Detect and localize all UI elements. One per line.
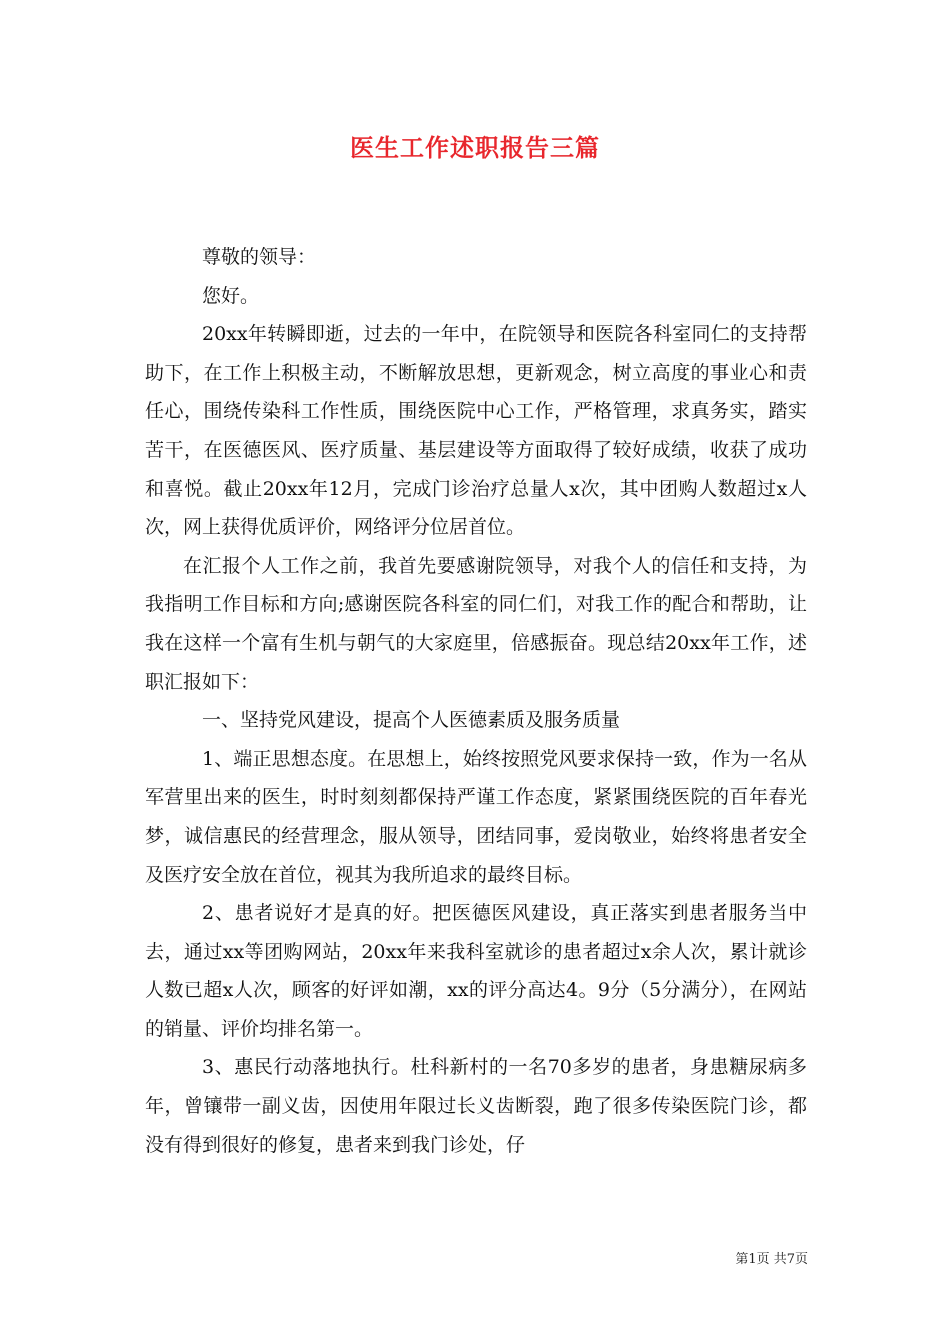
paragraph-intro: 20xx年转瞬即逝，过去的一年中，在院领导和医院各科室同仁的支持帮助下，在工作上积极主动，不断解放思想，更新观念，树立高度的事业心和责任心，围绕传染科工作性质，围绕医院中心工作，严格管理，求真务实，踏实苦干，在医德医风、医疗质量、基层建设等方面取得了较好成绩，收获了成功和喜悦。截止20xx年12月，完成门诊治疗总量人x次，其中团购人数超过x人次，网上获得优质评价，网络评分位居首位。: [145, 323, 807, 539]
page-number: 第1页 共7页: [735, 1252, 808, 1267]
salutation: 尊敬的领导：: [202, 246, 317, 268]
greeting: 您好。: [202, 284, 260, 307]
section-heading-1: 一、坚持党风建设，提高个人医德素质及服务质量: [202, 709, 621, 732]
paragraph-thanks: 在汇报个人工作之前，我首先要感谢院领导，对我个人的信任和支持，为我指明工作目标和方向;感谢医院各科室的同仁们，对我工作的配合和帮助，让我在这样一个富有生机与朝气的大家庭里，倍感振奋。现总结20xx年工作，述职汇报如下：: [145, 554, 807, 693]
document-title: 医生工作述职报告三篇: [350, 133, 600, 162]
paragraph-item-1: 1、端正思想态度。在思想上，始终按照党风要求保持一致，作为一名从军营里出来的医生，时时刻刻都保持严谨工作态度，紧紧围绕医院的百年春光梦，诚信惠民的经营理念，服从领导，团结同事，爱岗敬业，始终将患者安全及医疗安全放在首位，视其为我所追求的最终目标。: [145, 747, 807, 886]
paragraph-item-2: 2、患者说好才是真的好。把医德医风建设，真正落实到患者服务当中去，通过xx等团购网站，20xx年来我科室就诊的患者超过x余人次，累计就诊人数已超x人次，顾客的好评如潮，xx的评分高达4。9分（5分满分），在网站的销量、评价均排名第一。: [145, 902, 807, 1040]
document-body: [145, 238, 807, 1164]
paragraph-item-3: 3、惠民行动落地执行。杜科新村的一名70多岁的患者，身患糖尿病多年，曾镶带一副义齿，因使用年限过长义齿断裂，跑了很多传染医院门诊，都没有得到很好的修复，患者来到我门诊处，仔: [145, 1056, 807, 1156]
